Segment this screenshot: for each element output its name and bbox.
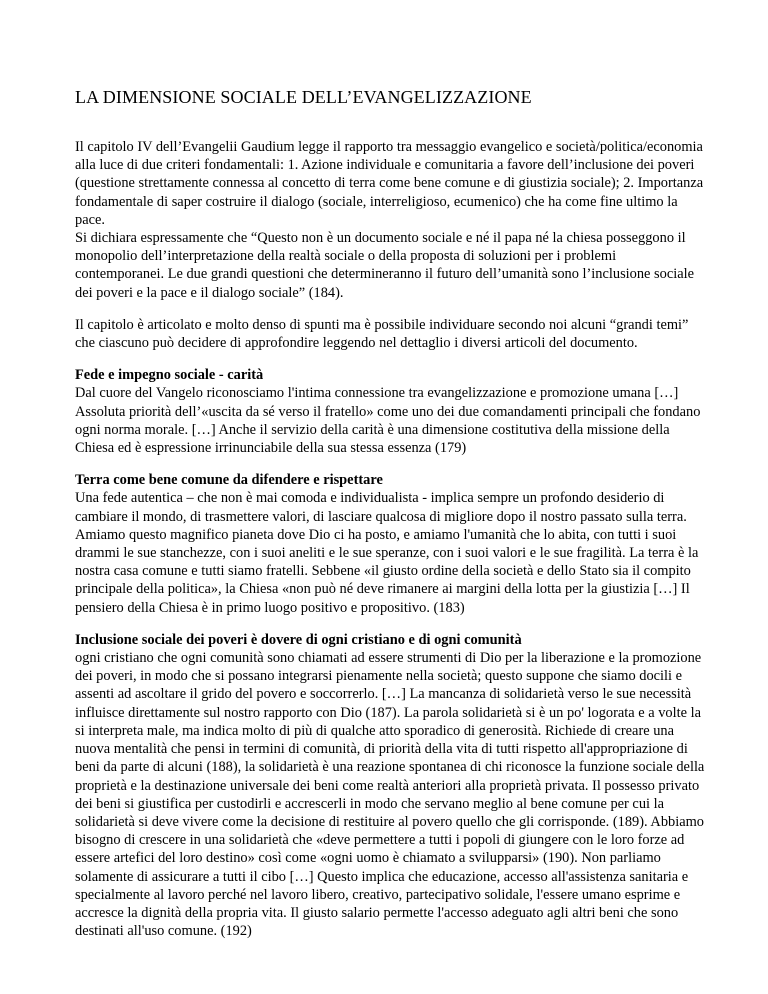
section-inclusion xyxy=(75,631,705,940)
document-title: LA DIMENSIONE SOCIALE DELL’EVANGELIZZAZIONE xyxy=(75,87,532,107)
section-earth xyxy=(75,471,705,617)
section-heading: Inclusione sociale dei poveri è dovere di ogni cristiano e di ogni comunità xyxy=(75,631,522,648)
section-text: Dal cuore del Vangelo riconosciamo l'intima connessione tra evangelizzazione e promozione umana […] Assoluta priorità dell’«uscita da sé verso il fratello» come uno dei due comandamenti principali che fondano ogni norma morale. […] Anche il servizio della carità è una dimensione costitutiva della missione della Chiesa ed è espressione irrinunciabile della sua stessa essenza (179) xyxy=(75,385,701,457)
section-heading: Terra come bene comune da difendere e rispettare xyxy=(75,472,383,489)
intro-text-2: Si dichiara espressamente che “Questo non è un documento sociale e né il papa né la chiesa posseggono il monopolio dell’interpretazione della realtà sociale o della proposta di soluzioni per i problemi contemporanei. Le due grandi questioni che determineranno il futuro dell’umanità sono l’inclusione sociale dei poveri e la pace e il dialogo sociale” (184). xyxy=(75,230,695,301)
intro-text-1: Il capitolo IV dell’Evangelii Gaudium legge il rapporto tra messaggio evangelico e società/politica/economia alla luce di due criteri fondamentali: 1. Azione individuale e comunitaria a favore dell’inclusione dei poveri (questione strettamente connessa al concetto di terra come bene comune e di giustizia sociale); 2. Importanza fondamentale di saper costruire il dialogo (sociale, interreligioso, ecumenico) che ha come fine ultimo la pace. xyxy=(75,139,704,228)
section-text: Una fede autentica – che non è mai comoda e individualista - implica sempre un profondo desiderio di cambiare il mondo, di trasmettere valori, di lasciare qualcosa di migliore dopo il nostro passato sulla terra. Amiamo questo magnifico pianeta dove Dio ci ha posto, e amiamo l'umanità che lo abita, con tutti i suoi drammi le sue stanchezze, con i suoi aneliti e le sue speranze, con i suoi valori e le sue fragilità. La terra è la nostra casa comune e tutti siamo fratelli. Sebbene «il giusto ordine della società e dello Stato sia il compito principale della politica», la Chiesa «non può né deve rimanere ai margini della lotta per la giustizia […] Il pensiero della Chiesa è in primo luogo positivo e propositivo. (183) xyxy=(75,490,699,616)
section-faith xyxy=(75,366,705,457)
intro-paragraph-2: Il capitolo è articolato e molto denso di spunti ma è possibile individuare secondo noi alcuni “grandi temi” che ciascuno può decidere di approfondire leggendo nel dettaglio i diversi articoli del documento. xyxy=(75,316,689,352)
section-text: ogni cristiano che ogni comunità sono chiamati ad essere strumenti di Dio per la liberazione e la promozione dei poveri, in modo che si possano integrarsi pienamente nella società; questo suppone che siamo docili e assenti ad ascoltare il grido del povero e soccorrerlo. […] La mancanza di solidarietà verso le sue necessità influisce direttamente sul nostro rapporto con Dio (187). La parola solidarietà si è un po' logorata e a volte la si interpreta male, ma indica molto di più di qualche atto sporadico di generosità. Richiede di creare una nuova mentalità che pensi in termini di comunità, di priorità della vita di tutti rispetto all'appropriazione di beni da parte di alcuni (188), la solidarietà è una reazione spontanea di chi riconosce la funzione sociale della proprietà e la destinazione universale dei beni come realtà anteriori alla proprietà privata. Il possesso privato dei beni si giustifica per custodirli e accrescerli in modo che servano meglio al bene comune per cui la solidarietà si deve vivere come la decisione di restituire al povero quello che gli corrisponde. (189). Abbiamo bisogno di crescere in una solidarietà che «deve permettere a tutti i popoli di giungere con le loro forze ad essere artefici del loro destino» così come «ogni uomo è chiamato a svilupparsi» (190). Non parliamo solamente di assicurare a tutti il cibo […] Questo implica che educazione, accesso all'assistenza sanitaria e specialmente al lavoro perché nel lavoro libero, creativo, partecipativo solidale, l'essere umano esprime e accresce la dignità della propria vita. Il giusto salario permette l'accesso adeguato agli altri beni che sono destinati all'uso comune. (192) xyxy=(75,650,705,940)
intro-paragraph xyxy=(75,138,705,302)
section-heading: Fede e impegno sociale - carità xyxy=(75,367,264,384)
document-body xyxy=(75,138,705,954)
